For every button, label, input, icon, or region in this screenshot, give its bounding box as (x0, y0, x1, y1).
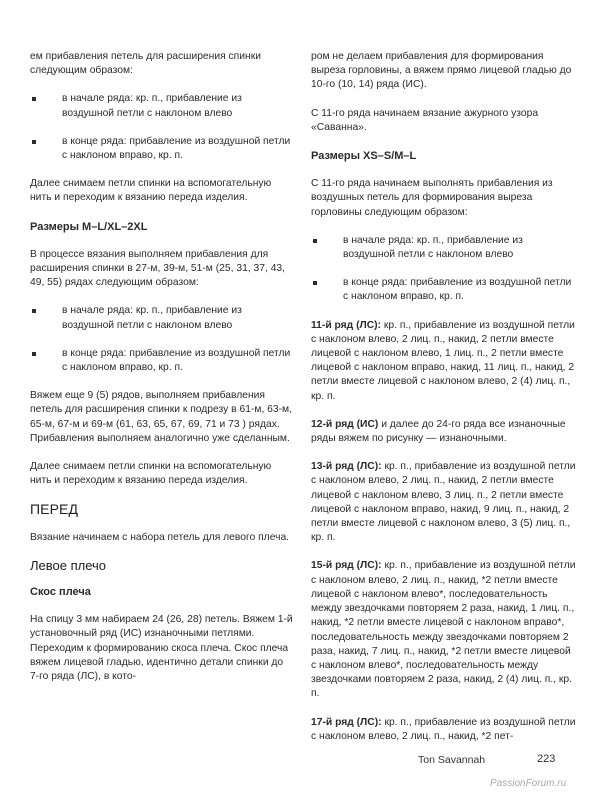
bullet-icon (32, 309, 36, 313)
footer-book-title: Ton Savannah (418, 754, 486, 766)
right-paragraph-2: С 11-го ряда начинаем вязание ажурного узора «Саванна». (311, 107, 539, 133)
left-paragraph-2: Далее снимаем петли спинки на вспомогательную нить и переходим к вязанию переда изделия. (30, 178, 272, 204)
row-15-instructions: 15-й ряд (ЛС): кр. п., прибавление из воздушной петли с наклоном влево, 2 лиц. п., накид, *2 петли вместе лицевой с наклоном влево*, последовательность между звездочками повторяем 2 раза, накид, 1 лиц. п., накид, *2 петли вместе лицевой с наклоном вправо*, последовательность между звездочками повторяем 2 раза, накид, 7 лиц. п., накид, *2 петли вместе лицевой с наклоном влево*, последовательность между звездочками повторяем 2 раза, накид, 2 (4) лиц. п., кр. п. (311, 560, 576, 700)
right-list-1 (311, 234, 577, 305)
heading-sizes-xs-l: Размеры XS–S/M–L (311, 150, 417, 163)
left-column (30, 50, 293, 698)
right-paragraph-1: ром не делаем прибавления для формирования выреза горловины, а вяжем прямо лицевой гладью до 10-го (10, 14) ряда (ИС). (311, 51, 572, 91)
list-item: в начале ряда: кр. п., прибавление из воздушной петли с наклоном влево (311, 234, 577, 262)
heading-left-shoulder: Левое плечо (30, 557, 107, 573)
list-item: в конце ряда: прибавление из воздушной петли с наклоном вправо, кр. п. (30, 135, 293, 163)
bullet-icon (313, 239, 317, 243)
page-number: 223 (537, 753, 556, 765)
row-12-label: 12-й ряд (ИС) (311, 418, 379, 430)
row-12-instructions: 12-й ряд (ИС) и далее до 24-го ряда все изнаночные ряды вяжем по рисунку — изнаночными. (311, 418, 566, 445)
list-item: в начале ряда: кр. п., прибавление из воздушной петли с наклоном влево (30, 92, 293, 120)
heading-front: ПЕРЕД (30, 501, 79, 518)
bullet-icon (313, 281, 317, 285)
list-item: в конце ряда: прибавление из воздушной петли с наклоном вправо, кр. п. (311, 276, 577, 304)
left-paragraph-3: В процессе вязания выполняем прибавления для расширения спинки в 27-м, 39-м, 51-м (25, 31, 37, 43, 49, 55) рядах следующим образом: (30, 248, 286, 289)
left-list-2 (30, 304, 293, 375)
bullet-icon (32, 352, 36, 356)
right-column (311, 50, 577, 758)
row-11-instructions: 11-й ряд (ЛС): кр. п., прибавление из воздушной петли с наклоном влево, 2 лиц. п., накид, 2 петли вместе лицевой с наклоном влево, 1 лиц. п., 2 петли вместе лицевой с наклоном вправо, накид, 11 лиц. п., накид, 2 петли вместе лицевой с наклоном влево, 2 (4) лиц. п., кр. п. (311, 319, 575, 402)
bullet-icon (32, 140, 36, 144)
list-item: в конце ряда: прибавление из воздушной петли с наклоном вправо, кр. п. (30, 347, 293, 375)
row-11-label: 11-й ряд (ЛС): (311, 319, 382, 331)
left-paragraph-7: На спицу 3 мм набираем 24 (26, 28) петель. Вяжем 1-й установочный ряд (ИС) изнаночными петлями. Переходим к формированию скоса плеча. Скос плеча вяжем лицевой гладью, идентично детали спинки до 7-го ряда (ЛС), в кото- (30, 614, 293, 683)
left-paragraph-6: Вязание начинаем с набора петель для левого плеча. (30, 531, 290, 543)
bullet-icon (32, 97, 36, 101)
right-paragraph-3: С 11-го ряда начинаем выполнять прибавления из воздушных петель для формирования выреза горловины следующим образом: (311, 178, 553, 218)
left-paragraph-1: ем прибавления петель для расширения спинки следующим образом: (30, 51, 261, 77)
list-item: в начале ряда: кр. п., прибавление из воздушной петли с наклоном влево (30, 304, 293, 332)
row-15-label: 15-й ряд (ЛС): (311, 560, 382, 572)
heading-sizes-ml-2xl: Размеры M–L/XL–2XL (30, 220, 148, 233)
watermark: PassionForum.ru (490, 778, 567, 789)
left-paragraph-5: Далее снимаем петли спинки на вспомогательную нить и переходим к вязанию переда изделия. (30, 461, 272, 487)
left-paragraph-4: Вяжем еще 9 (5) рядов, выполняем прибавления петель для расширения спинки к подрезу в 61-м, 63-м, 65-м, 67-м и 69-м (61, 63, 65, 67, 69, 71 и 73 ) рядах. Прибавления выполняем аналогично уже сделанным. (30, 390, 292, 444)
row-13-label: 13-й ряд (ЛС): (311, 461, 382, 473)
left-list-1 (30, 92, 293, 163)
heading-shoulder-bevel: Скос плеча (30, 586, 91, 599)
row-17-label: 17-й ряд (ЛС): (311, 716, 382, 728)
row-13-instructions: 13-й ряд (ЛС): кр. п., прибавление из воздушной петли с наклоном влево, 2 лиц. п., накид, 2 петли вместе лицевой с наклоном влево, 3 лиц. п., 2 петли вместе лицевой с наклоном вправо, накид, 9 лиц. п., накид, 2 петли вместе лицевой с наклоном влево, 3 (5) лиц. п., кр. п. (311, 461, 576, 544)
row-17-instructions: 17-й ряд (ЛС): кр. п., прибавление из воздушной петли с наклоном влево, 2 лиц. п., накид, *2 пет- (311, 716, 576, 742)
